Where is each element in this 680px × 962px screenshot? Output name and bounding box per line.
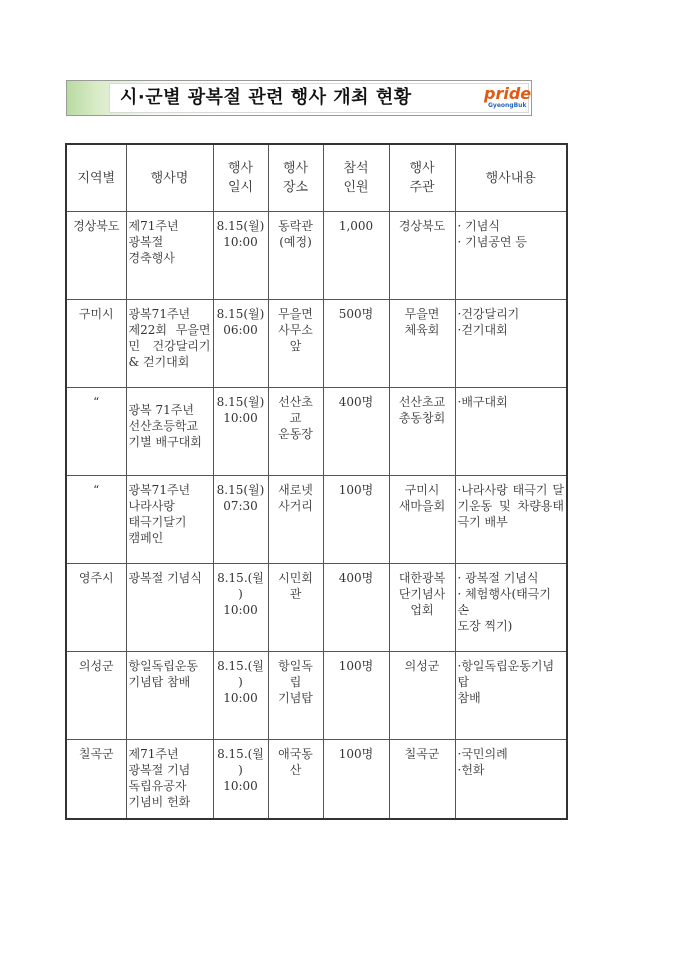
cell-event-name: 항일독립운동 기념탑 참배	[126, 652, 213, 740]
cell-region: 영주시	[66, 564, 126, 652]
cell-datetime: 8.15(월) 06:00	[213, 300, 268, 388]
page-title: 시·군별 광복절 관련 행사 개최 현황	[120, 87, 412, 108]
header-content: 행사내용	[455, 144, 567, 212]
cell-event-name: 광복절 기념식	[126, 564, 213, 652]
header-host: 행사 주관	[389, 144, 455, 212]
title-banner	[66, 80, 532, 116]
cell-host: 의성군	[389, 652, 455, 740]
cell-attendees: 100명	[323, 740, 389, 819]
cell-place: 무을면 사무소 앞	[268, 300, 323, 388]
cell-event-name: 제71주년 광복절 경축행사	[126, 212, 213, 300]
cell-content: · 기념식 · 기념공연 등	[455, 212, 567, 300]
cell-event-name: 광복71주년 제22회 무을면민 건강달리기 & 걷기대회	[126, 300, 213, 388]
cell-region: “	[66, 476, 126, 564]
cell-region: 칠곡군	[66, 740, 126, 819]
logo-subtext: GyeongBuk	[488, 102, 527, 109]
table-row	[66, 564, 567, 652]
cell-host: 경상북도	[389, 212, 455, 300]
cell-place: 항일독 립 기념탑	[268, 652, 323, 740]
title-box	[109, 83, 532, 113]
cell-host: 대한광복 단기념사 업회	[389, 564, 455, 652]
cell-content: ·국민의례 ·헌화	[455, 740, 567, 819]
table-row	[66, 388, 567, 476]
cell-event-name: 제71주년 광복절 기념 독립유공자 기념비 헌화	[126, 740, 213, 819]
cell-host: 구미시 새마을회	[389, 476, 455, 564]
cell-datetime: 8.15.(월 ) 10:00	[213, 652, 268, 740]
cell-attendees: 1,000	[323, 212, 389, 300]
cell-host: 무을면 체육회	[389, 300, 455, 388]
table-row	[66, 212, 567, 300]
cell-datetime: 8.15(월) 07:30	[213, 476, 268, 564]
cell-content: ·건강달리기 ·걷기대회	[455, 300, 567, 388]
header-event-name: 행사명	[126, 144, 213, 212]
table-row	[66, 652, 567, 740]
cell-event-name: 광복71주년 나라사랑 태극기달기 캠페인	[126, 476, 213, 564]
header-place: 행사 장소	[268, 144, 323, 212]
table-header-row	[66, 144, 567, 212]
cell-event-name: 광복 71주년 선산초등학교 기별 배구대회	[126, 388, 213, 476]
cell-host: 선산초교 총동창회	[389, 388, 455, 476]
cell-datetime: 8.15.(월 ) 10:00	[213, 740, 268, 819]
cell-place: 시민회 관	[268, 564, 323, 652]
cell-attendees: 500명	[323, 300, 389, 388]
cell-place: 선산초 교 운동장	[268, 388, 323, 476]
cell-datetime: 8.15(월) 10:00	[213, 388, 268, 476]
cell-datetime: 8.15.(월 ) 10:00	[213, 564, 268, 652]
events-table-wrapper	[65, 143, 568, 820]
header-region: 지역별	[66, 144, 126, 212]
cell-attendees: 400명	[323, 564, 389, 652]
cell-content: ·배구대회	[455, 388, 567, 476]
cell-content: ·항일독립운동기념탑 참배	[455, 652, 567, 740]
header-datetime: 행사 일시	[213, 144, 268, 212]
cell-attendees: 100명	[323, 652, 389, 740]
cell-region: 경상북도	[66, 212, 126, 300]
cell-datetime: 8.15(월) 10:00	[213, 212, 268, 300]
events-table	[65, 143, 568, 820]
cell-place: 새로넷 사거리	[268, 476, 323, 564]
cell-region: 의성군	[66, 652, 126, 740]
cell-place: 동락관 (예정)	[268, 212, 323, 300]
cell-content: · 광복절 기념식 · 체험행사(태극기 손 도장 찍기)	[455, 564, 567, 652]
cell-attendees: 100명	[323, 476, 389, 564]
pride-gyeongbuk-logo	[480, 84, 532, 111]
header-attendees: 참석 인원	[323, 144, 389, 212]
table-row	[66, 300, 567, 388]
cell-region: “	[66, 388, 126, 476]
cell-attendees: 400명	[323, 388, 389, 476]
table-row	[66, 476, 567, 564]
cell-host: 칠곡군	[389, 740, 455, 819]
cell-region: 구미시	[66, 300, 126, 388]
cell-content: ·나라사랑 태극기 달기운동 및 차량용태극기 배부	[455, 476, 567, 564]
table-row	[66, 740, 567, 819]
cell-place: 애국동 산	[268, 740, 323, 819]
logo-word: pride	[484, 84, 532, 103]
